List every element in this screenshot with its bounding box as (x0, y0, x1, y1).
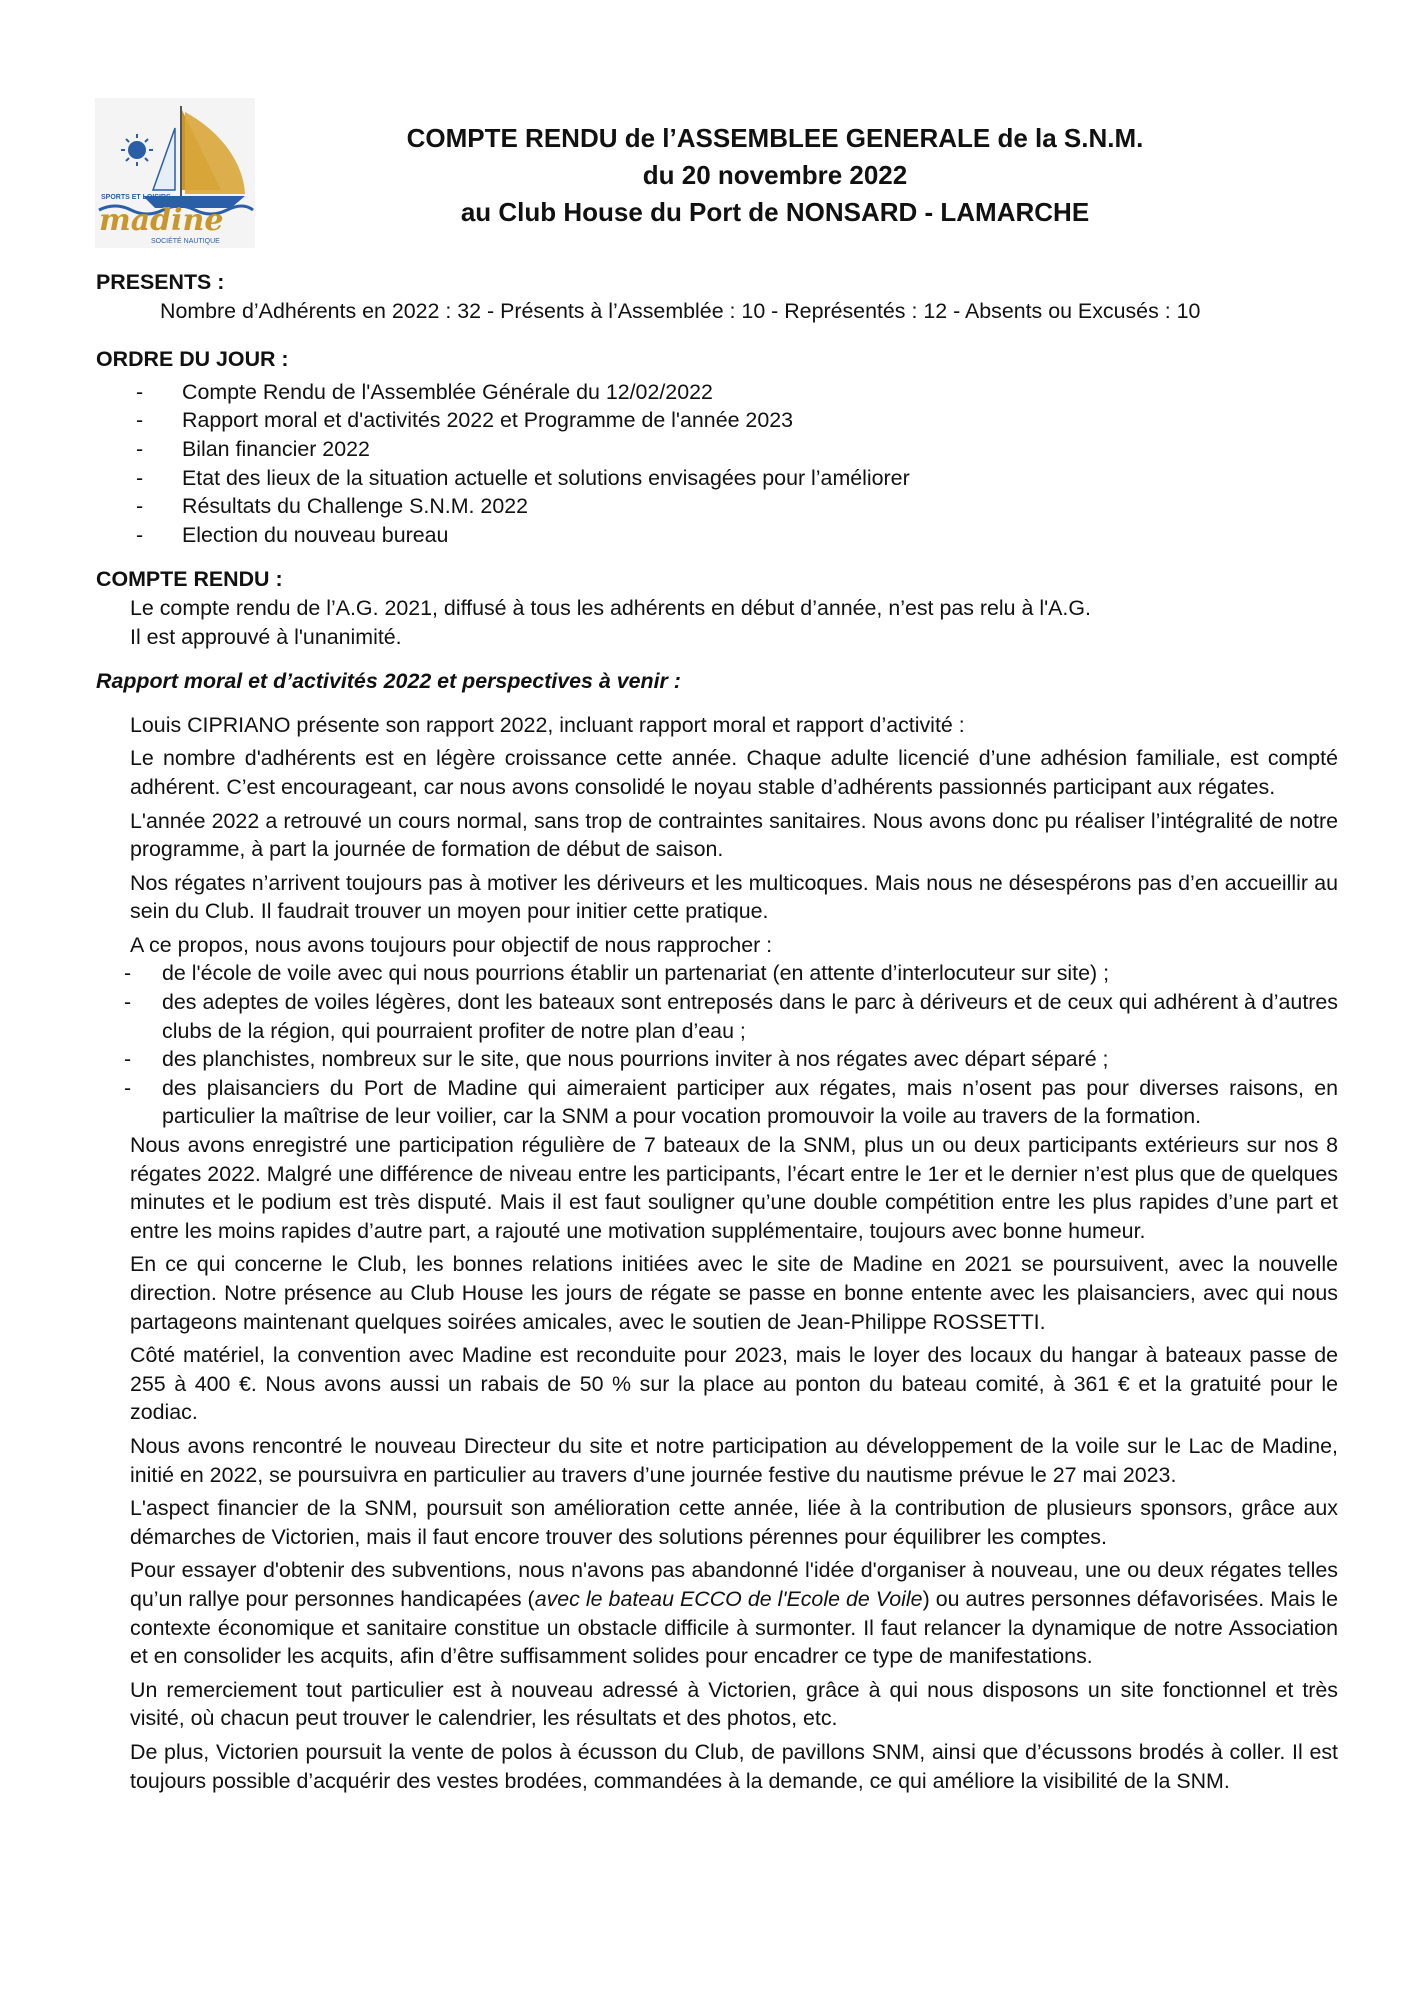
presents-title: PRESENTS : (96, 270, 225, 294)
list-item: - Etat des lieux de la situation actuelle et solutions envisagées pour l’améliorer (136, 465, 910, 490)
list-item: - Rapport moral et d'activités 2022 et Programme de l'année 2023 (136, 408, 794, 433)
rapport-paragraph: Pour essayer d'obtenir des subventions, nous n'avons pas abandonné l'idée d'organiser à nouveau, une ou deux régates telles qu’un rallye pour personnes handicapées (avec le bateau ECCO de l'Ecole de Voile) ou autres personnes défavorisées. Mais le contexte économique et sanitaire constitue un obstacle difficile à surmonter. Il faut relancer la dynamique de notre Association et en consolider les acquits, afin d’être suffisamment solides pour encadrer ce type de manifestations. (130, 1558, 1338, 1669)
compte-rendu-line-1: Le compte rendu de l’A.G. 2021, diffusé à tous les adhérents en début d’année, n’est pas relu à l'A.G. (130, 595, 1091, 620)
list-item: - Compte Rendu de l'Assemblée Générale du 12/02/2022 (136, 379, 713, 404)
rapport-paragraph: Nos régates n’arrivent toujours pas à motiver les dériveurs et les multicoques. Mais nous ne désespérons pas d’en accueillir au sein du Club. Il faudrait trouver un moyen pour initier cette pratique. (130, 870, 1338, 924)
document-body (96, 268, 1338, 1795)
rapport-title: Rapport moral et d’activités 2022 et perspectives à venir : (96, 669, 681, 694)
rapport-list (96, 959, 1338, 1131)
list-item: - de l'école de voile avec qui nous pourrions établir un partenariat (en attente d’interlocuteur sur site) ; (124, 961, 1110, 986)
ordre-title: ORDRE DU JOUR : (96, 347, 289, 372)
rapport-paragraph: Un remerciement tout particulier est à nouveau adressé à Victorien, grâce à qui nous disposons un site fonctionnel et très visité, où chacun peut trouver le calendrier, les résultats et des photos, etc. (130, 1677, 1338, 1731)
logo-madine-text: madine (99, 203, 224, 238)
rapport-paragraph: En ce qui concerne le Club, les bonnes relations initiées avec le site de Madine en 2021 se poursuivent, avec la nouvelle direction. Notre présence au Club House les jours de régate se passe en bonne entente avec les plaisanciers, avec qui nous partageons maintenant quelques soirées amicales, avec le soutien de Jean-Philippe ROSSETTI. (130, 1252, 1338, 1334)
ecco-mention: avec le bateau ECCO de l'Ecole de Voile (534, 1586, 923, 1611)
compte-rendu-title: COMPTE RENDU : (96, 567, 283, 592)
rapport-paragraph: Côté matériel, la convention avec Madine est reconduite pour 2023, mais le loyer des locaux du hangar à bateaux passe de 255 à 400 €. Nous avons aussi un rabais de 50 % sur la place au ponton du bateau comité, à 361 € et la gratuité pour le zodiac. (130, 1343, 1338, 1425)
rapport-paragraph: L'année 2022 a retrouvé un cours normal, sans trop de contraintes sanitaires. Nous avons donc pu réaliser l’intégralité de notre programme, à part la journée de formation de début de saison. (130, 808, 1338, 862)
header-line-2: du 20 novembre 2022 (642, 160, 908, 190)
list-item: - Résultats du Challenge S.N.M. 2022 (136, 494, 529, 519)
logo-small-text: SPORTS ET LOISIRS (101, 194, 171, 201)
list-item: - Bilan financier 2022 (136, 436, 370, 461)
logo-sub-text: SOCIÉTÉ NAUTIQUE (151, 238, 220, 245)
list-item: - des adeptes de voiles légères, dont les bateaux sont entreposés dans le parc à dériveurs et de ceux qui adhérent à d’autres clubs de la région, qui pourraient profiter de notre plan d’eau ; (124, 990, 1338, 1043)
rapport-paragraph: L'aspect financier de la SNM, poursuit son amélioration cette année, liée à la contribution de plusieurs sponsors, grâce aux démarches de Victorien, mais il faut encore trouver des solutions pérennes pour équilibrer les comptes. (130, 1496, 1338, 1549)
header-line-1: COMPTE RENDU de l’ASSEMBLEE GENERALE de la S.N.M. (406, 123, 1144, 153)
compte-rendu-line-2: Il est approuvé à l'unanimité. (130, 624, 402, 649)
header-line-3: au Club House du Port de NONSARD - LAMARCHE (460, 197, 1090, 227)
rapport-paragraph: Nous avons rencontré le nouveau Directeur du site et notre participation au développement de la voile sur le Lac de Madine, initié en 2022, se poursuivra en particulier au travers d’une journée festive du nautisme prévue le 27 mai 2023. (130, 1433, 1338, 1487)
rapport-paragraph: De plus, Victorien poursuit la vente de polos à écusson du Club, de pavillons SNM, ainsi que d’écussons brodés à coller. Il est toujours possible d’acquérir des vestes brodées, commandées à la demande, ce qui améliore la visibilité de la SNM. (130, 1739, 1338, 1793)
document-header (330, 120, 1220, 231)
list-item: - Election du nouveau bureau (136, 522, 449, 547)
madine-logo (95, 98, 255, 248)
ordre-list (96, 378, 1338, 550)
rapport-paragraph: Louis CIPRIANO présente son rapport 2022, incluant rapport moral et rapport d’activité : (130, 712, 965, 737)
list-item: - des planchistes, nombreux sur le site, que nous pourrions inviter à nos régates avec départ séparé ; (124, 1047, 1109, 1072)
list-item: - des plaisanciers du Port de Madine qui aimeraient participer aux régates, mais n’osent pas pour diverses raisons, en particulier la maîtrise de leur voilier, car la SNM a pour vocation promouvoir la voile au travers de la formation. (124, 1075, 1338, 1129)
presents-text: Nombre d’Adhérents en 2022 : 32 - Présents à l’Assemblée : 10 - Représentés : 12 - Absents ou Excusés : 10 (160, 298, 1201, 323)
rapport-paragraph: Nous avons enregistré une participation régulière de 7 bateaux de la SNM, plus un ou deux participants extérieurs sur nos 8 régates 2022. Malgré une différence de niveau entre les participants, l’écart entre le 1er et le dernier n’est plus que de quelques minutes et le podium est très disputé. Mais il est faut souligner qu’une double compétition entre les plus rapides d’une part et entre les moins rapides d’autre part, a rajouté une motivation supplémentaire, toujours avec bonne humeur. (130, 1133, 1338, 1243)
rapport-paragraph: Le nombre d'adhérents est en légère croissance cette année. Chaque adulte licencié d’une adhésion familiale, est compté adhérent. C’est encourageant, car nous avons consolidé le noyau stable d’adhérents passionnés participant aux régates. (130, 746, 1338, 799)
rapport-paragraph: A ce propos, nous avons toujours pour objectif de nous rapprocher : (130, 932, 773, 957)
